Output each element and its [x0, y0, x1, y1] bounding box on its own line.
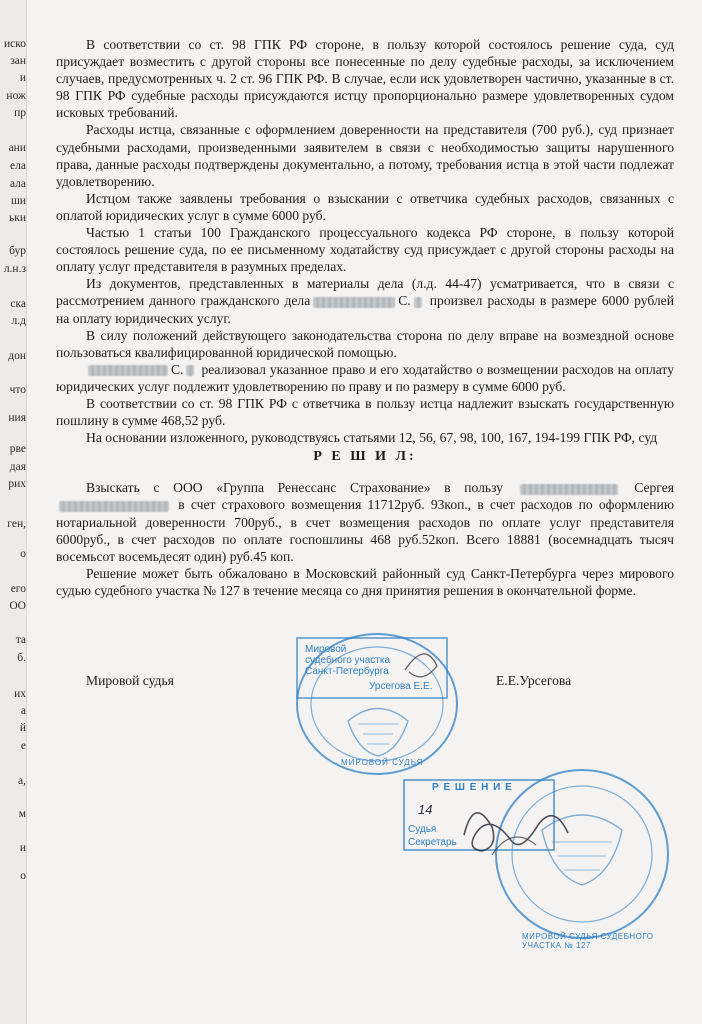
edge-fragment: м [18, 808, 26, 820]
judge-name: Е.Е.Урсегова [496, 673, 572, 688]
edge-fragment: ния [8, 412, 26, 424]
adjacent-page-edge [0, 0, 27, 1024]
decision-heading: Р Е Ш И Л: [313, 449, 417, 465]
judge-stamp-ring-text: МИРОВОЙ СУДЬЯ [341, 758, 424, 767]
redacted-name [313, 297, 395, 308]
document-body [56, 36, 674, 599]
paragraph: На основании изложенного, руководствуясь статьями 12, 56, 67, 98, 100, 167, 194-199 ГПК РФ, суд [86, 430, 658, 446]
edge-fragment: ска [10, 298, 26, 310]
edge-fragment: бур [9, 245, 26, 257]
judge-stamp-lines: Мировой судебного участка Санкт-Петербурга [305, 644, 391, 677]
initial: С. [398, 293, 411, 309]
paragraph: В соответствии со ст. 98 ГПК РФ с ответчика в пользу истца надлежит взыскать государственную пошлину в сумме 468,52 руб. [56, 395, 674, 429]
paragraph [56, 361, 674, 395]
edge-fragment: ала [9, 178, 26, 190]
redacted-initial [186, 365, 194, 376]
edge-fragment: и [19, 72, 26, 84]
edge-fragment: их [14, 688, 26, 700]
edge-fragment: иско [3, 38, 26, 50]
edge-fragment: нож [6, 90, 26, 102]
edge-fragment: ани [8, 142, 26, 154]
edge-fragment: что [9, 384, 26, 396]
edge-fragment: его [10, 583, 26, 595]
court-stamp-header: Р Е Ш Е Н И Е [432, 782, 513, 793]
appeal-paragraph: Решение может быть обжаловано в Московский районный суд Санкт-Петербурга через мирового судью судебного участка № 127 в течение месяца со дня принятия решения в окончательной форме. [56, 565, 674, 598]
edge-fragment: ела [10, 160, 26, 172]
judge-stamp-signature: Урсегова Е.Е. [369, 681, 433, 692]
edge-fragment: и [19, 842, 26, 854]
edge-fragment: о [20, 870, 26, 882]
edge-fragment: а [20, 705, 26, 717]
initial: С. [171, 361, 184, 377]
redacted-patronymic [59, 501, 169, 512]
paragraph: Расходы истца, связанные с оформлением доверенности на представителя (700 руб.), суд признает судебными расходами, произведенными заявителем в связи с необходимостью защиты нарушенного права, данные расходы подтверждены документально, а потому, требования истца в этой части подлежат удовлетворению. [56, 122, 674, 189]
edge-fragment: б. [17, 652, 26, 664]
edge-fragment: ген, [7, 518, 26, 530]
edge-fragment: о [20, 548, 26, 560]
judge-stamp [293, 626, 468, 776]
court-stamp-date: 14 [418, 802, 433, 817]
court-stamp [402, 760, 682, 960]
paragraph-text: реализовал указанное право и его ходатайство о возмещении расходов на оплату юридических услуг подлежит удовлетворению по праву и по размеру в сумме 6000 руб. [56, 361, 674, 394]
redacted-surname [520, 484, 618, 495]
paragraph [56, 275, 674, 326]
decision-paragraph [56, 479, 674, 564]
paragraph-text: в счет страхового возмещения 11712руб. 93коп., в счет расходов по оформлению нотариальной доверенности 700руб., в счет возмещения расходов по оплате услуг представителя 6000руб., в счет расходов по оплате госпошлины 468 руб.52коп. Всего 18881 (восемнадцать тысяч восемьсот восемьдесят один) руб.45 коп. [56, 497, 674, 564]
signature-title: Мировой судья [86, 673, 174, 688]
edge-fragment: ши [10, 195, 26, 207]
edge-fragment: рих [8, 478, 26, 490]
redacted-name [88, 365, 168, 376]
edge-fragment: е [20, 740, 26, 752]
paragraph: Частью 1 статьи 100 Гражданского процессуального кодекса РФ стороне, в пользу которой состоялось решение суда, по ее письменному ходатайству суд присуждает с другой стороны расходы на оплату услуг представителя в разумных пределах. [56, 225, 674, 275]
court-stamp-judge-label: Судья [408, 824, 437, 835]
redacted-initial [414, 297, 422, 308]
edge-fragment: й [19, 722, 26, 734]
edge-fragment: зан [10, 55, 26, 67]
paragraph-text: Из документов, представленных в материалы дела (л.д. 44-47) усматривается, что в связи с рассмотрением данного гражданского дела [56, 276, 674, 309]
paragraph-text: произвел расходы в размере 6000 рублей на оплату юридических услуг. [56, 293, 674, 326]
edge-fragment: ьки [9, 212, 26, 224]
paragraph: В силу положений действующего законодательства сторона по делу вправе на возмездной основе пользоваться квалифицированной юридической помощью. [56, 327, 674, 360]
paragraph: Истцом также заявлены требования о взыскании с ответчика судебных расходов, связанных с оплатой юридических услуг в сумме 6000 руб. [56, 190, 674, 223]
edge-fragment: дон [8, 350, 26, 362]
paragraph: В соответствии со ст. 98 ГПК РФ стороне, в пользу которой состоялось решение суда, суд присуждает возместить с другой стороны все понесенные по делу судебные расходы, за исключением случаев, предусмотренных ч. 2 ст. 96 ГПК РФ. В случае, если иск удовлетворен частично, указанные в ст. 98 ГПК РФ судебные расходы присуждаются истцу пропорционально размере удовлетворенных судом исковых требований. [56, 37, 674, 121]
court-stamp-ring-text: МИРОВОЙ СУДЬЯ СУДЕБНОГО УЧАСТКА № 127 [522, 932, 654, 950]
edge-fragment: а, [18, 775, 26, 787]
first-name: Сергея [634, 480, 674, 496]
edge-fragment: дая [9, 461, 26, 473]
edge-fragment: та [15, 634, 26, 646]
edge-fragment: рве [9, 443, 26, 455]
court-stamp-secretary-label: Секретарь [408, 837, 457, 848]
edge-fragment: л.н.з [3, 263, 26, 275]
edge-fragment: ОО [9, 600, 26, 612]
edge-fragment: л.д [11, 315, 26, 327]
paragraph-text: Взыскать с ООО «Группа Ренессанс Страхование» в пользу [86, 480, 503, 496]
edge-fragment: пр [14, 107, 26, 119]
